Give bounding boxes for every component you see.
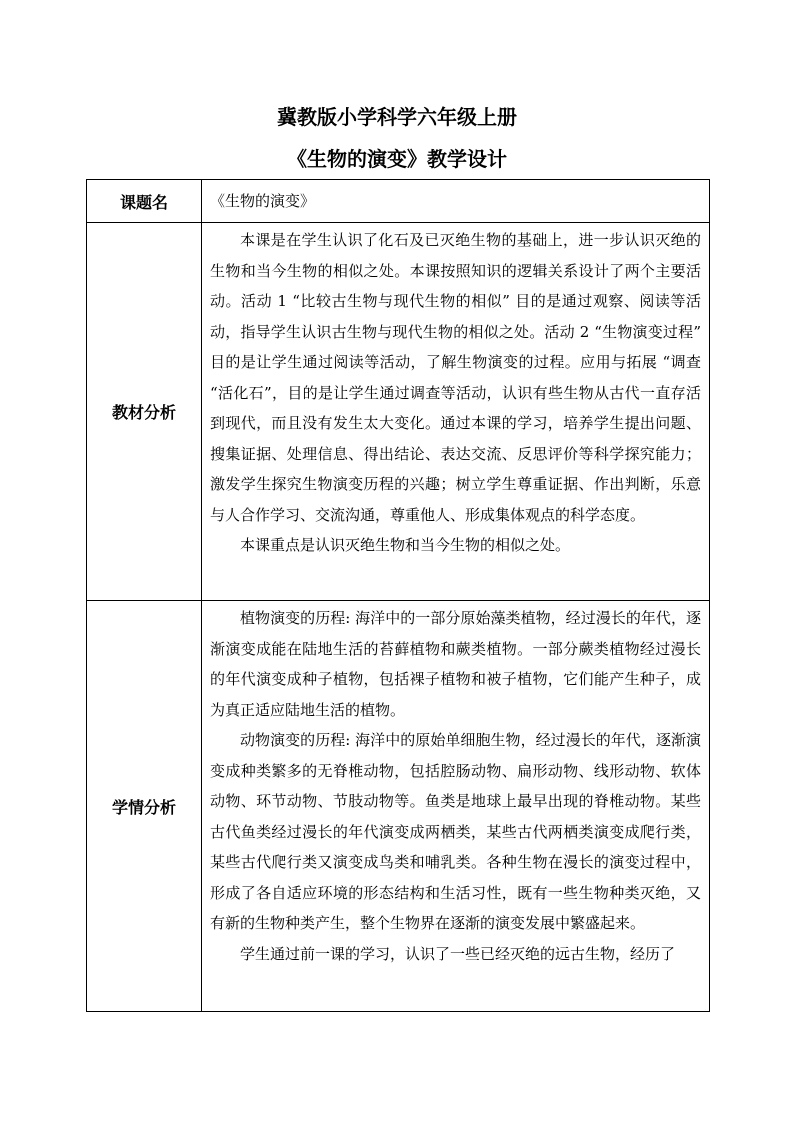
paragraph: 本课重点是认识灭绝生物和当今生物的相似之处。 xyxy=(240,536,571,554)
topic-value-cell xyxy=(202,180,710,223)
material-analysis-cell xyxy=(202,223,710,601)
paragraph: 学生通过前一课的学习，认识了一些已经灭绝的远古生物，经历了 xyxy=(240,944,676,963)
table-row-student-analysis xyxy=(87,601,710,1012)
row-label-topic: 课题名 xyxy=(87,180,202,223)
student-analysis-cell xyxy=(202,601,710,1012)
document-subtitle: 《生物的演变》教学设计 xyxy=(287,147,507,171)
lesson-plan-table xyxy=(86,179,710,1012)
paragraph: 植物演变的历程: 海洋中的一部分原始藻类植物，经过漫长的年代，逐渐演变成能在陆地生活的苔藓植物和蕨类植物。一部分蕨类植物经过漫长的年代演变成种子植物，包括裸子植物和被子植物，它们能产生种子，成为真正适应陆地生活的植物。 xyxy=(210,609,701,719)
paragraph: 动物演变的历程: 海洋中的原始单细胞生物，经过漫长的年代，逐渐演变成种类繁多的无脊椎动物，包括腔肠动物、扁形动物、线形动物、软体动物、环节动物、节肢动物等。鱼类是地球上最早出现的脊椎动物。某些古代鱼类经过漫长的年代演变成两栖类，某些古代两栖类演变成爬行类，某些古代爬行类又演变成鸟类和哺乳类。各种生物在漫长的演变过程中，形成了各自适应环境的形态结构和生活习性，既有一些生物种类灭绝，又有新的生物种类产生，整个生物界在逐渐的演变发展中繁盛起来。 xyxy=(210,731,701,932)
paragraph: 本课是在学生认识了化石及已灭绝生物的基础上，进一步认识灭绝的生物和当今生物的相似之处。本课按照知识的逻辑关系设计了两个主要活动。活动 1 “比较古生物与现代生物的相似” 目的是通过观察、阅读等活动，指导学生认识古生物与现代生物的相似之处。活动 2 “生物演变过程” 目的是让学生通过阅读等活动，了解生物演变的过程。应用与拓展 “调查 “活化石”，目的是让学生通过调查等活动，认识有些生物从古代一直存活到现代，而且没有发生太大变化。通过本课的学习，培养学生提出问题、搜集证据、处理信息、得出结论、表达交流、反思评价等科学探究能力；激发学生探究生物演变历程的兴趣；树立学生尊重证据、作出判断，乐意与人合作学习、交流沟通，尊重他人、形成集体观点的科学态度。 xyxy=(210,231,701,524)
document-title: 冀教版小学科学六年级上册 xyxy=(277,105,517,129)
table-row-topic xyxy=(87,180,710,223)
table-row-material-analysis xyxy=(87,223,710,601)
topic-value: 《生物的演变》 xyxy=(210,191,316,210)
row-label-student-analysis: 学情分析 xyxy=(87,601,202,1012)
row-label-material-analysis: 教材分析 xyxy=(87,223,202,601)
